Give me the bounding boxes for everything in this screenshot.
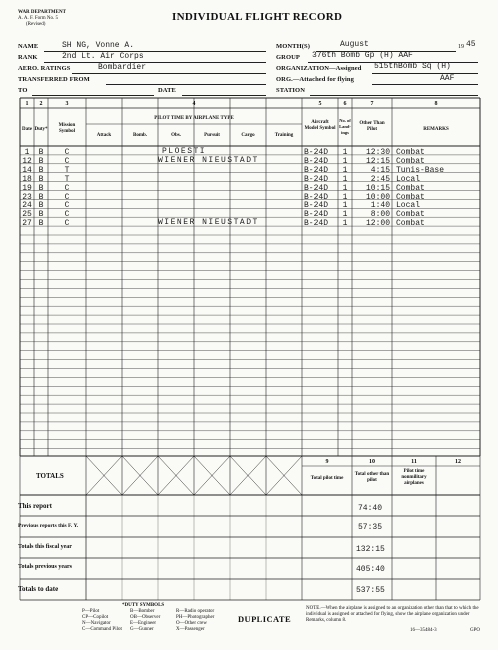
row-landings: 1 xyxy=(342,201,348,211)
department-label: WAR DEPARTMENT xyxy=(18,10,66,15)
col-number-12: 12 xyxy=(455,459,461,465)
row-remarks: Local xyxy=(396,174,421,184)
duty-symbol: OB—Observer xyxy=(130,615,161,620)
header-cargo: Cargo xyxy=(241,133,255,138)
row-remarks: Combat xyxy=(396,192,425,202)
year-value: 45 xyxy=(466,40,476,49)
row-date: 1 xyxy=(24,148,30,157)
row-date: 25 xyxy=(22,210,32,220)
form-revised: (Revised) xyxy=(26,22,46,27)
header-total-other: Total other than pilot xyxy=(354,472,390,483)
form-code: 16—35484-3 xyxy=(410,628,437,633)
row-landings: 1 xyxy=(342,156,348,166)
table-row xyxy=(0,185,498,193)
row-duty: B xyxy=(38,174,44,184)
transferred-from-label: TRANSFERRED FROM xyxy=(18,76,90,83)
rank-value: 2nd Lt. Air Corps xyxy=(62,52,144,61)
row-remarks: Combat xyxy=(396,148,425,157)
row-mission: C xyxy=(64,148,70,157)
duty-symbol: O—Other crew xyxy=(176,621,207,626)
previous-fy-label: Previous reports this F. Y. xyxy=(18,523,79,529)
row-mission: C xyxy=(64,210,70,220)
row-date: 12 xyxy=(22,156,32,166)
org-attached-label: ORG.—Attached for flying xyxy=(276,76,354,83)
row-landings: 1 xyxy=(342,210,348,220)
header-obs: Obs. xyxy=(171,133,181,138)
header-date: Date xyxy=(22,127,32,132)
duty-symbol: PH—Photographer xyxy=(176,615,215,620)
year-prefix: 19 xyxy=(458,44,464,50)
row-date: 24 xyxy=(22,201,32,211)
previous-fy-value: 57:35 xyxy=(358,523,383,532)
row-aircraft: B-24D xyxy=(304,219,329,229)
row-time: 12:30 xyxy=(365,148,390,157)
col-number-10: 10 xyxy=(369,459,375,465)
gpo-mark: GPO xyxy=(470,628,481,633)
row-duty: B xyxy=(38,148,44,157)
row-aircraft: B-24D xyxy=(304,148,329,157)
row-landings: 1 xyxy=(342,192,348,202)
col-number-6: 6 xyxy=(343,101,347,107)
row-date: 19 xyxy=(22,183,32,193)
row-time: 1:40 xyxy=(370,201,390,211)
row-remarks: Combat xyxy=(396,219,425,229)
duty-symbols-title: *DUTY SYMBOLS xyxy=(122,603,165,608)
organization-label: ORGANIZATION—Assigned xyxy=(276,65,362,72)
row-remarks: Local xyxy=(396,201,421,211)
col-number-7: 7 xyxy=(370,101,374,107)
duty-symbol: X—Passenger xyxy=(176,627,205,632)
month-label: MONTH(S) xyxy=(276,43,311,50)
page-title: INDIVIDUAL FLIGHT RECORD xyxy=(172,11,343,23)
row-mission: C xyxy=(64,201,70,211)
row-handwritten-note: PLOESTI xyxy=(162,147,207,156)
header-duty: Duty* xyxy=(34,127,48,132)
row-time: 2:45 xyxy=(370,174,390,184)
table-row xyxy=(0,220,498,228)
row-date: 14 xyxy=(22,165,32,175)
header-bomb: Bomb. xyxy=(132,133,148,138)
group-label: GROUP xyxy=(276,54,300,61)
row-time: 10:00 xyxy=(365,192,390,202)
group-value: 376th Bomb Gp (H) AAF xyxy=(312,51,413,60)
duty-symbol: P—Pilot xyxy=(82,609,100,614)
row-aircraft: B-24D xyxy=(304,165,329,175)
station-label: STATION xyxy=(276,87,305,94)
table-row xyxy=(0,202,498,210)
duty-symbol: CP—Copilot xyxy=(82,615,109,620)
table-row xyxy=(0,194,498,202)
row-time: 8:00 xyxy=(370,210,390,220)
name-label: NAME xyxy=(18,43,39,50)
org-attached-value: AAF xyxy=(440,74,455,83)
row-date: 27 xyxy=(22,219,32,229)
to-label: TO xyxy=(18,87,28,94)
row-aircraft: B-24D xyxy=(304,174,329,184)
row-mission: T xyxy=(64,165,70,175)
row-landings: 1 xyxy=(342,165,348,175)
fiscal-year-value: 132:15 xyxy=(356,545,385,554)
row-time: 4:15 xyxy=(370,165,390,175)
duplicate-label: DUPLICATE xyxy=(238,614,292,624)
row-duty: B xyxy=(38,219,44,229)
row-aircraft: B-24D xyxy=(304,156,329,166)
row-duty: B xyxy=(38,156,44,166)
header-remarks: REMARKS xyxy=(423,127,449,132)
organization-value: 515thBomb Sq (H) xyxy=(374,62,451,71)
rank-label: RANK xyxy=(18,54,38,61)
aero-ratings-label: AERO. RATINGS xyxy=(18,65,71,72)
row-aircraft: B-24D xyxy=(304,192,329,202)
this-report-label: This report xyxy=(18,502,52,510)
col-number-4: 4 xyxy=(192,101,196,107)
row-remarks: Combat xyxy=(396,156,425,166)
header-pilot-time: PILOT TIME BY AIRPLANE TYPE xyxy=(154,116,234,121)
row-time: 12:00 xyxy=(365,219,390,229)
row-time: 10:15 xyxy=(365,183,390,193)
form-number: A. A. F. Form No. 5 xyxy=(18,16,59,21)
table-row xyxy=(0,155,498,166)
header-attack: Attack xyxy=(96,133,112,138)
col-number-2: 2 xyxy=(39,101,43,107)
col-number-1: 1 xyxy=(25,101,29,107)
col-number-11: 11 xyxy=(411,459,417,465)
table-row xyxy=(0,167,498,175)
row-aircraft: B-24D xyxy=(304,201,329,211)
row-duty: B xyxy=(38,192,44,202)
table-row xyxy=(0,176,498,184)
header-total-pilot: Total pilot time xyxy=(310,476,344,481)
col-number-8: 8 xyxy=(434,101,438,107)
duty-symbol: C—Command Pilot xyxy=(82,627,122,632)
to-date-value: 537:55 xyxy=(356,586,385,595)
to-date-label: Totals to date xyxy=(18,585,59,593)
row-mission: T xyxy=(64,174,70,184)
fiscal-year-label: Totals this fiscal year xyxy=(18,544,72,550)
row-remarks: Tunis-Base xyxy=(396,165,445,175)
row-remarks: Combat xyxy=(396,210,425,220)
previous-years-value: 405:40 xyxy=(356,565,385,574)
duty-col-3 xyxy=(176,609,214,633)
row-duty: B xyxy=(38,183,44,193)
header-other-pilot: Other Than Pilot xyxy=(359,121,385,132)
col-number-3: 3 xyxy=(65,101,69,107)
row-aircraft: B-24D xyxy=(304,183,329,193)
row-time: 12:15 xyxy=(365,156,390,166)
row-handwritten-note: WIENER NIEUSTADT xyxy=(158,218,259,228)
header-pursuit: Pursuit xyxy=(204,133,220,138)
col-number-5: 5 xyxy=(318,101,322,107)
row-remarks: Combat xyxy=(396,183,425,193)
month-value: August xyxy=(340,40,369,49)
row-mission: C xyxy=(64,192,70,202)
name-value: SH NG, Vonne A. xyxy=(62,41,135,50)
this-report-value: 74:40 xyxy=(358,504,383,513)
header-landings: No. of Land-ings xyxy=(339,118,351,135)
duty-symbol: G—Gunner xyxy=(130,627,154,632)
row-mission: C xyxy=(64,183,70,193)
totals-label: TOTALS xyxy=(36,472,64,480)
previous-years-label: Totals previous years xyxy=(18,564,73,570)
duty-col-1 xyxy=(82,609,122,633)
row-aircraft: B-24D xyxy=(304,210,329,220)
header-training: Training xyxy=(274,133,294,138)
row-mission: C xyxy=(64,219,70,229)
header-aircraft: Aircraft Model Symbol xyxy=(304,120,336,131)
row-duty: B xyxy=(38,201,44,211)
col-number-9: 9 xyxy=(325,459,329,465)
row-duty: B xyxy=(38,165,44,175)
duty-symbol: R—Radio operator xyxy=(176,609,215,614)
aero-ratings-value: Bombardier xyxy=(98,63,147,72)
duty-symbol: B—Bomber xyxy=(130,609,155,614)
row-handwritten-note: WIENER NIEUSTADT xyxy=(158,155,259,165)
header-mission: Mission Symbol xyxy=(58,123,76,134)
row-date: 18 xyxy=(22,174,32,184)
row-duty: B xyxy=(38,210,44,220)
duty-symbol: N—Navigator xyxy=(82,621,111,626)
date-label: DATE xyxy=(158,87,176,94)
row-landings: 1 xyxy=(342,148,348,157)
header-nonmilitary: Pilot time nonmilitary airplanes xyxy=(401,469,427,486)
row-landings: 1 xyxy=(342,174,348,184)
duty-col-2 xyxy=(130,609,160,633)
row-mission: C xyxy=(64,156,70,166)
duty-symbol: E—Engineer xyxy=(130,621,157,626)
row-landings: 1 xyxy=(342,219,348,229)
footer-note: NOTE.—When the airplane is assigned to an organization other than that to which the individual is assigned or attached for flying, show the airplane organization under Remarks, column 8. xyxy=(306,606,479,623)
row-landings: 1 xyxy=(342,183,348,193)
row-date: 23 xyxy=(22,192,32,202)
